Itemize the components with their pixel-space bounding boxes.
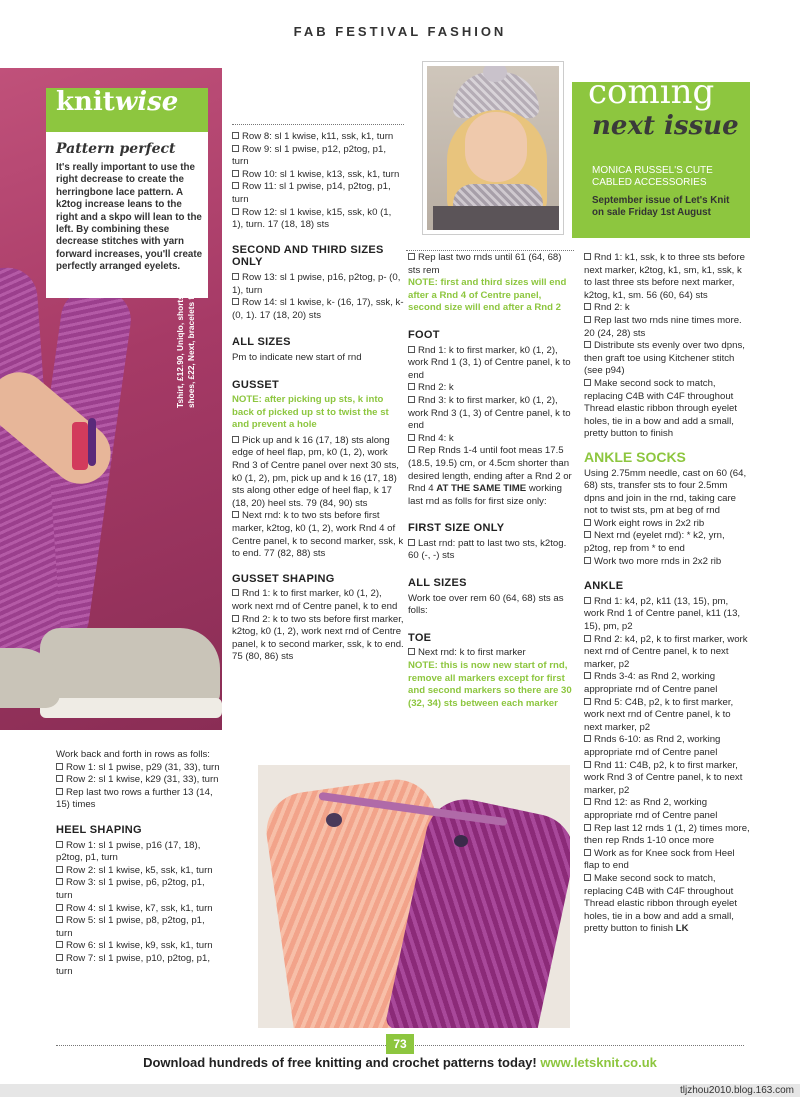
row-item: Row 6: sl 1 kwise, k9, ssk, k1, turn [56, 940, 220, 953]
next-issue-heading: next issue [592, 111, 739, 141]
row-item: Rnd 2: k4, p2, k to first marker, work next rnd of Centre panel, k to next marker, p2 [584, 633, 748, 670]
row-item: Rnd 2: k [408, 382, 572, 395]
toe-title: TOE [408, 631, 432, 644]
row-item: Rnd 1: k4, p2, k11 (13, 15), pm, work Rnd 1 of Centre panel, k11 (13, 15), pm, p2 [584, 595, 741, 633]
knitwise-body: It's really important to use the right decrease to create the herringbone lace pattern. A k2tog increase leans to the right and a skpo will lean to the left. By combining these decrease stitches with yarn forward increases, you'll create perfectly arranged eyelets. [56, 162, 203, 273]
finishing-text: Thread elastic ribbon through eyelet holes, tie in a bow and add a small, pretty button to finish [584, 403, 738, 440]
row-item: Row 8: sl 1 kwise, k11, ssk, k1, turn [232, 131, 404, 144]
column-2 [232, 131, 404, 664]
coming-next-issue-box [572, 72, 750, 238]
row-item: Row 10: sl 1 kwise, k13, ssk, k1, turn [232, 169, 404, 182]
ankle-socks-photo [258, 765, 570, 1028]
gusset-shaping-title: GUSSET SHAPING [232, 572, 335, 585]
row-item: Row 4: sl 1 kwise, k7, ssk, k1, turn [56, 903, 220, 916]
row-item: Rnd 1: k1, ssk, k to three sts before next marker, k2tog, k1, sm, k1, ssk, k to last three sts before next marker, k2tog, k1, sm. 56 (60, 64) sts [584, 252, 745, 301]
column-divider [406, 250, 574, 251]
next-issue-description: MONICA RUSSEL'S CUTE CABLED ACCESSORIES [592, 165, 713, 188]
ankle-intro: Using 2.75mm needle, cast on 60 (64, 68) sts, transfer sts to four 2.5mm dpns and join in the rnd, taking care not to twist sts, pm at beg of rnd [584, 467, 747, 517]
size-note: NOTE: first and third sizes will end after a Rnd 4 of Centre panel, second size will end after a Rnd 2 [408, 277, 567, 314]
knitwise-tip-box [46, 88, 208, 298]
row-item: Row 12: sl 1 kwise, k15, ssk, k0 (1, 1), turn. 17 (18, 18) sts [232, 206, 392, 231]
footer-banner: Download hundreds of free knitting and crochet patterns today! www.letsknit.co.uk [143, 1055, 657, 1070]
row-item: Rnd 11: C4B, p2, k to first marker, work Rnd 3 of Centre panel, k to next marker, p2 [584, 759, 743, 796]
row-item: Rep last two rows a further 13 (14, 15) times [56, 786, 213, 811]
row-item: Rep last 12 rnds 1 (1, 2) times more, then rep Rnds 1-10 once more [584, 822, 750, 847]
row-item: Next rnd: k to two sts before first marker, k2tog, k0 (1, 2), work Rnd 4 of Centre panel, k to second marker, ssk, k to end. 77 (82, 88) sts [232, 510, 404, 560]
row-item: Row 2: sl 1 kwise, k5, ssk, k1, turn [56, 865, 220, 878]
model-hat-photo [423, 62, 563, 234]
row-item: Rnd 3: k to first marker, k0 (1, 2), work Rnd 3 (1, 3) of Centre panel, k to end [408, 394, 571, 432]
row-item: Row 11: sl 1 pwise, p14, p2tog, p1, turn [232, 181, 391, 205]
ankle-socks-title: ANKLE SOCKS [584, 448, 686, 465]
finishing-text: Thread elastic ribbon through eyelet holes, tie in a bow and add a small, pretty button to finish LK [584, 898, 738, 935]
knitwise-subtitle: Pattern perfect [56, 141, 176, 157]
row-item: Row 2: sl 1 kwise, k29 (31, 33), turn [56, 774, 220, 787]
row-item: Rnd 2: k [584, 302, 750, 315]
foot-title: FOOT [408, 328, 440, 341]
row-item: Next rnd (eyelet rnd): * k2, yrn, p2tog, rep from * to end [584, 530, 725, 555]
row-item: Row 5: sl 1 pwise, p8, p2tog, p1, turn [56, 915, 205, 939]
all-sizes-title: ALL SIZES [408, 577, 467, 590]
column-4 [584, 252, 750, 936]
row-item: Distribute sts evenly over two dpns, then graft toe using Kitchener stitch (see p94) [584, 340, 745, 377]
row-item: Rnd 1: k to first marker, k0 (1, 2), work next rnd of Centre panel, k to end [232, 588, 398, 612]
row-item: Rnd 5: C4B, p2, k to first marker, work next rnd of Centre panel, k to next marker, p2 [584, 696, 734, 733]
ankle-title: ANKLE [584, 580, 624, 593]
row-item: Rnds 3-4: as Rnd 2, working appropriate rnd of Centre panel [584, 671, 718, 695]
website-link[interactable]: www.letsknit.co.uk [540, 1055, 657, 1070]
next-issue-sale-date: September issue of Let's Knit on sale Friday 1st August [592, 195, 730, 218]
row-item: Rnds 6-10: as Rnd 2, working appropriate rnd of Centre panel [584, 734, 721, 758]
first-size-title: FIRST SIZE ONLY [408, 522, 505, 535]
intro-text: Work back and forth in rows as folls: [56, 749, 210, 760]
row-item: Make second sock to match, replacing C4B with C4F throughout [584, 872, 734, 897]
row-item: Row 1: sl 1 pwise, p16 (17, 18), p2tog, p1, turn [56, 839, 201, 864]
page-number: 73 [386, 1034, 414, 1054]
row-item: Rnd 2: k to two sts before first marker, k2tog, k0 (1, 2), work next rnd of Centre panel, k to second marker, ssk, k to end. 75 (80, 86) sts [232, 613, 404, 663]
row-item: Row 9: sl 1 pwise, p12, p2tog, p1, turn [232, 143, 386, 168]
row-item: Row 3: sl 1 pwise, p6, p2tog, p1, turn [56, 877, 205, 901]
row-item: Row 1: sl 1 pwise, p29 (31, 33), turn [56, 762, 220, 775]
row-item: Work as for Knee sock from Heel flap to end [584, 847, 735, 872]
row-item: Rep last two rnds until 61 (64, 68) sts rem [408, 252, 562, 276]
magazine-section-header: FAB FESTIVAL FASHION [293, 24, 507, 39]
coming-heading: coming [588, 72, 715, 112]
second-third-sizes-title: SECOND AND THIRD SIZES ONLY [232, 243, 384, 269]
row-item: Work two more rnds in 2x2 rib [584, 556, 750, 569]
watermark-text: tljzhou2010.blog.163.com [680, 1085, 794, 1096]
all-sizes-text: Work toe over rem 60 (64, 68) sts as folls: [408, 592, 564, 617]
row-item: Rnd 4: k [408, 433, 572, 446]
row-item: Work eight rows in 2x2 rib [584, 518, 750, 531]
gusset-title: GUSSET [232, 378, 280, 391]
row-item: Rep Rnds 1-4 until foot meas 17.5 (18.5, 19.5) cm, or 4.5cm shorter than desired length, ending after a Rnd 2 or Rnd 4 AT THE SAME TIME working last rnd as folls for first size only: [408, 445, 572, 507]
column-3 [408, 252, 572, 710]
gusset-note: NOTE: after picking up sts, k into back of picked up st to twist the st and prevent a hole [232, 394, 389, 431]
row-item: Row 13: sl 1 pwise, p16, p2tog, p- (0, 1), turn [232, 271, 401, 296]
row-item: Next rnd: k to first marker [408, 647, 572, 660]
row-item: Rnd 1: k to first marker, k0 (1, 2), work Rnd 1 (3, 1) of Centre panel, k to end [408, 344, 571, 381]
knitwise-title: knitwise [46, 88, 208, 132]
column-1 [56, 749, 220, 978]
column-divider [232, 124, 404, 125]
all-sizes-text: Pm to indicate new start of rnd [232, 351, 362, 363]
row-item: Make second sock to match, replacing C4B with C4F throughout [584, 377, 734, 402]
row-item: Last rnd: patt to last two sts, k2tog. 60 (-, -) sts [408, 537, 567, 562]
all-sizes-title: ALL SIZES [232, 336, 291, 349]
row-item: Rep last two rnds nine times more. 20 (24, 28) sts [584, 314, 742, 339]
toe-note: NOTE: this is now new start of rnd, remove all markers except for first and second markers so there are 30 (32, 34) sts between each marker [408, 660, 572, 709]
row-item: Pick up and k 16 (17, 18) sts along edge of heel flap, pm, k0 (1, 2), work Rnd 3 of Centre panel over next 30 sts, k0 (1, 2), pm, pick up and k 16 (17, 18) sts along other edge of heel flap, k 17 (18, 20) heel sts. 79 (84, 90) sts [232, 434, 399, 509]
heel-shaping-title: HEEL SHAPING [56, 823, 142, 836]
row-item: Row 7: sl 1 pwise, p10, p2tog, p1, turn [56, 952, 210, 977]
row-item: Row 14: sl 1 kwise, k- (16, 17), ssk, k- (0, 1). 17 (18, 20) sts [232, 297, 404, 321]
row-item: Rnd 12: as Rnd 2, working appropriate rnd of Centre panel [584, 797, 718, 821]
